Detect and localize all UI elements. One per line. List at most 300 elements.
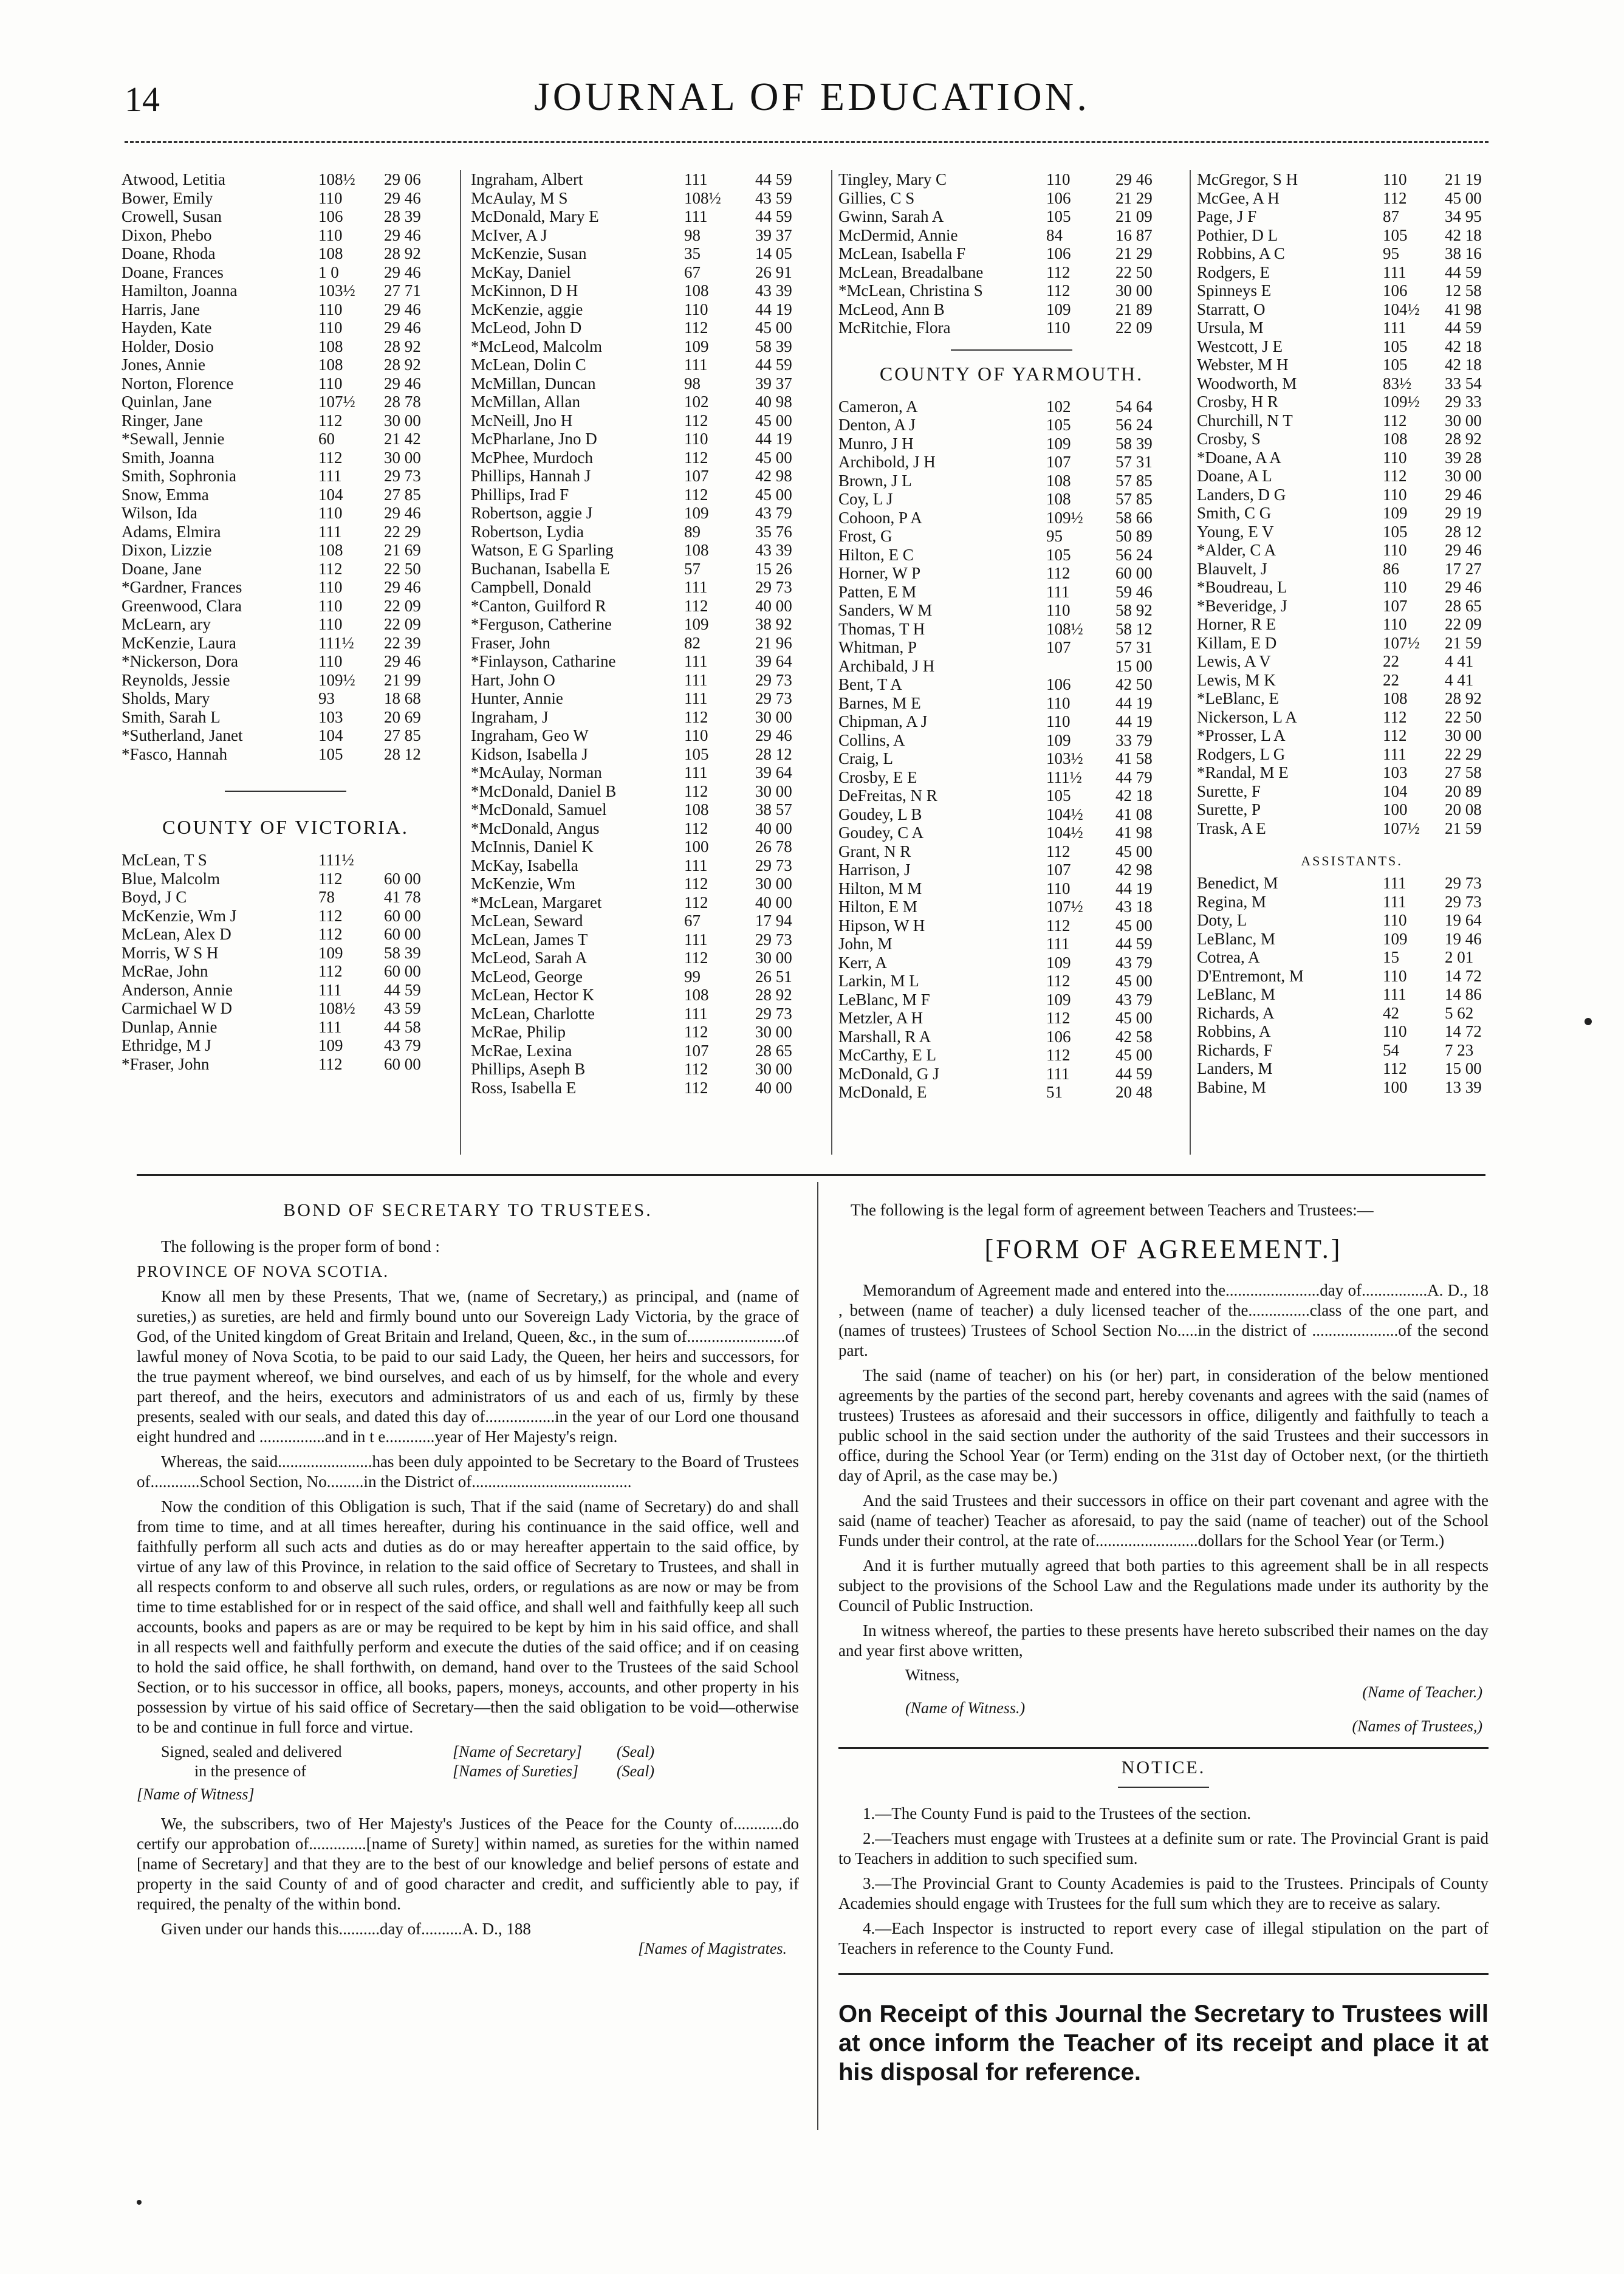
list-item [1197, 985, 1507, 1004]
list-item [838, 416, 1185, 435]
amount: 34 95 [1445, 207, 1482, 225]
days-taught: 105 [1046, 545, 1071, 564]
amount: 39 28 [1445, 448, 1482, 467]
list-item [838, 786, 1185, 805]
bond-paragraph: Know all men by these Presents, That we, (name of Secretary,) as principal, and (name of sureties,) as sureties, are held and firmly bound unto our Sovereign Lady Victoria, by the grace of God, of the United kingdom of Great Britain and Ireland, Queen, &c., in the sum of........................of lawful money of Nova Scotia, to be paid to our said Lady, the Queen, her heirs and successors, for the true payment whereof, we bind ourselves, and each of us by himself, for the whole and every part thereof, and the heirs, executors and administrators of us and each of us, firmly by these presents, sealed with our seals, and dated this day of.................in the year of our Lord one thousand eight hundred and ................and in t e............year of Her Majesty's reign. [137, 1287, 799, 1446]
days-taught: 111 [684, 763, 708, 781]
list-item [1197, 689, 1507, 708]
list-item [471, 523, 826, 541]
list-item [122, 745, 450, 764]
list-item [471, 318, 826, 337]
teacher-name: Smith, Sarah L [122, 707, 221, 726]
list-item [838, 546, 1185, 565]
list-item [122, 652, 450, 671]
assistants-heading: ASSISTANTS. [1301, 853, 1403, 868]
column-1 [122, 170, 450, 1149]
days-taught: 42 [1383, 1003, 1399, 1022]
teacher-name: Phillips, Aseph B [471, 1060, 586, 1078]
amount: 44 59 [755, 207, 792, 225]
margin-mark [137, 2200, 142, 2205]
list-item [122, 263, 450, 282]
list-item [122, 1036, 450, 1055]
amount: 20 69 [384, 707, 421, 726]
amount: 28 92 [755, 986, 792, 1004]
days-taught: 108 [318, 337, 343, 356]
days-taught: 105 [1383, 356, 1408, 374]
days-taught: 112 [684, 448, 708, 467]
days-taught: 67 [684, 263, 701, 281]
list-item [122, 300, 450, 319]
days-taught: 108 [684, 541, 709, 559]
teacher-name: Trask, A E [1197, 819, 1266, 837]
teacher-name: Bent, T A [838, 675, 902, 693]
days-taught: 112 [1383, 411, 1407, 430]
days-taught: 112 [318, 411, 343, 430]
list-item [471, 1023, 826, 1042]
days-taught: 107½ [1383, 819, 1420, 837]
days-taught: 111½ [318, 633, 354, 652]
days-taught: 84 [1046, 225, 1063, 244]
teacher-name: Hilton, E C [838, 545, 914, 564]
teacher-name: McKenzie, Wm J [122, 906, 237, 925]
amount: 57 85 [1115, 490, 1153, 508]
province-heading: PROVINCE OF NOVA SCOTIA. [137, 1262, 389, 1280]
days-taught: 109 [1046, 990, 1071, 1009]
signature-block [137, 1742, 799, 1808]
list-item [838, 226, 1185, 245]
list-item [838, 397, 1185, 416]
teacher-name: Metzler, A H [838, 1009, 923, 1027]
amount: 29 73 [755, 689, 792, 707]
days-taught: 104½ [1383, 300, 1420, 318]
days-taught: 110 [1383, 170, 1407, 188]
amount: 45 00 [755, 448, 792, 467]
amount: 57 31 [1115, 453, 1153, 471]
list-item [122, 597, 450, 616]
amount: 29 46 [1115, 170, 1153, 188]
days-taught: 105 [318, 744, 343, 763]
days-taught: 110 [684, 430, 708, 448]
list-item [122, 467, 450, 486]
teacher-name: Wilson, Ida [122, 504, 197, 522]
list-item [122, 944, 450, 963]
teacher-name: *Nickerson, Dora [122, 652, 238, 670]
teacher-name: Doane, Rhoda [122, 244, 216, 263]
column-2 [471, 170, 826, 1149]
column-3 [838, 170, 1185, 1149]
list-item [1197, 1059, 1507, 1078]
list-item [122, 907, 450, 926]
teacher-name: *McDonald, Samuel [471, 800, 607, 819]
amount: 15 00 [1115, 656, 1153, 675]
teacher-name: Harrison, J [838, 860, 911, 879]
list-item [122, 244, 450, 263]
list-item [122, 578, 450, 597]
days-taught: 104 [1383, 781, 1408, 800]
teacher-name: McRae, John [122, 962, 208, 980]
list-item [122, 411, 450, 430]
amount: 21 19 [1445, 170, 1482, 188]
days-taught: 103½ [318, 281, 355, 300]
days-taught: 109 [1383, 504, 1408, 522]
amount: 7 23 [1445, 1040, 1474, 1059]
amount: 41 08 [1115, 805, 1153, 823]
list-item [122, 708, 450, 727]
teacher-name: Robbins, A C [1197, 244, 1285, 263]
divider [225, 791, 346, 792]
teacher-name: Robertson, Lydia [471, 522, 584, 541]
list-item [1197, 263, 1507, 282]
days-taught: 109 [684, 337, 709, 356]
amount: 30 00 [755, 1023, 792, 1041]
list-item [122, 671, 450, 690]
list-item [838, 1065, 1185, 1084]
names-sureties: [Names of Sureties] [453, 1762, 579, 1780]
days-taught: 111 [1383, 263, 1406, 281]
list-item [122, 1055, 450, 1074]
days-taught: 110 [1046, 318, 1071, 337]
teacher-name: Doane, Frances [122, 263, 224, 281]
days-taught: 112 [318, 925, 343, 943]
days-taught: 86 [1383, 559, 1399, 578]
notice-item: 2.—Teachers must engage with Trustees at a definite sum or rate. The Provincial Grant is paid to Teachers in addition to such specified sum. [838, 1829, 1489, 1867]
teacher-name: *Boudreau, L [1197, 578, 1287, 596]
teacher-name: Smith, Sophronia [122, 467, 237, 485]
days-taught: 110 [318, 652, 343, 670]
list-item [471, 356, 826, 374]
list-item [1197, 671, 1507, 690]
list-item [1197, 430, 1507, 448]
teacher-name: Archibold, J H [838, 453, 936, 471]
teacher-name: Woodworth, M [1197, 374, 1297, 393]
days-taught: 22 [1383, 652, 1399, 670]
agreement-section [838, 1200, 1489, 2087]
list-item [471, 1042, 826, 1060]
list-item [471, 912, 826, 930]
list-item [471, 800, 826, 819]
list-item [471, 486, 826, 504]
list-item [838, 207, 1185, 226]
amount: 29 46 [755, 726, 792, 744]
list-item [1197, 893, 1507, 912]
amount: 44 59 [1445, 263, 1482, 281]
amount: 40 00 [755, 819, 792, 837]
list-item [122, 615, 450, 634]
teacher-name: Watson, E G Sparling [471, 541, 614, 559]
amount: 44 19 [1115, 879, 1153, 898]
amount: 58 66 [1115, 508, 1153, 527]
teacher-name: Frost, G [838, 527, 893, 545]
days-taught: 111 [684, 670, 708, 689]
amount: 42 18 [1115, 786, 1153, 805]
days-taught: 108½ [1046, 619, 1083, 638]
notice-item: 4.—Each Inspector is instructed to report every case of illegal stipulation on the part of Teachers in reference to the County Fund. [838, 1919, 1489, 1957]
teacher-name: Coy, L J [838, 490, 893, 508]
list-item [1197, 874, 1507, 893]
days-taught: 105 [684, 744, 709, 763]
teacher-name: McLeod, Ann B [838, 300, 945, 318]
bond-paragraph: Now the condition of this Obligation is such, That if the said (name of Secretary) do and shall from time to time, and at all times hereafter, during his continuance in the said office, well and faithfully perform all such acts and duties as do or may hereafter appertain to the said office, by virtue of any law of this Province, in relation to the said office of Secretary to Trustees, and shall in all respects conform to and observe all such rules, orders, or regulations as are now or may be from time to time established for or in respect of the said office, and shall well and faithfully keep all such accounts, books and papers as are or may be required to be kept by him in his said office, and shall in all respects well and faithfully perform and execute the duties of the said office; and if on ceasing to hold the said office, he shall forthwith, on demand, hand over to the Trustees of the said School Section, or to his successor in office, all books, papers, moneys, accounts, and other property in his possession by virtue of his said office of Secretary—then the said obligation to be void—otherwise to be and continue in full force and virtue. [137, 1497, 799, 1736]
days-taught: 105 [1383, 225, 1408, 244]
teacher-name: McLearn, ary [122, 615, 211, 633]
list-item [838, 823, 1185, 842]
teacher-name: Crosby, H R [1197, 393, 1279, 411]
list-item [1197, 652, 1507, 671]
teacher-name: Richards, F [1197, 1040, 1273, 1059]
teacher-name: Patten, E M [838, 582, 917, 601]
days-taught: 112 [318, 1054, 343, 1073]
teacher-name: Boyd, J C [122, 888, 187, 906]
amount: 57 31 [1115, 638, 1153, 656]
days-taught: 112 [318, 869, 343, 888]
bottom-column-divider [817, 1182, 818, 2130]
amount: 22 09 [384, 596, 421, 615]
days-taught: 67 [684, 912, 701, 930]
amount: 43 39 [755, 281, 792, 300]
amount: 21 69 [384, 541, 421, 559]
list-item [122, 393, 450, 411]
amount: 58 92 [1115, 601, 1153, 619]
list-item [471, 874, 826, 893]
list-item [838, 244, 1185, 263]
teacher-name: Rodgers, L G [1197, 744, 1286, 763]
list-item [1197, 708, 1507, 727]
list-item [838, 263, 1185, 282]
amount: 38 16 [1445, 244, 1482, 263]
teacher-name: Ingraham, J [471, 707, 549, 726]
amount: 58 39 [1115, 434, 1153, 453]
amount: 27 85 [384, 726, 421, 744]
amount: 38 57 [755, 800, 792, 819]
days-taught: 110 [318, 300, 343, 318]
teacher-name: *Doane, A A [1197, 448, 1281, 467]
teacher-name: McLean, Breadalbane [838, 263, 984, 281]
days-taught: 54 [1383, 1040, 1399, 1059]
days-taught: 98 [684, 225, 701, 244]
list-item [122, 523, 450, 541]
teacher-name: Harris, Jane [122, 300, 200, 318]
amount: 29 46 [384, 263, 421, 281]
amount: 40 98 [755, 393, 792, 411]
amount: 45 00 [1115, 842, 1153, 860]
teacher-name: Whitman, P [838, 638, 917, 656]
teacher-name: Landers, D G [1197, 485, 1286, 504]
amount: 29 73 [384, 467, 421, 485]
amount [384, 851, 450, 870]
teacher-name: Page, J F [1197, 207, 1257, 225]
teacher-name: McLeod, John D [471, 318, 582, 337]
teacher-name: Crowell, Susan [122, 207, 222, 225]
days-taught: 111 [1046, 582, 1070, 601]
days-taught: 109 [318, 1036, 343, 1054]
teacher-name: Cohoon, P A [838, 508, 922, 527]
teacher-name: Reynolds, Jessie [122, 670, 230, 689]
name-witness: (Name of Witness.) [905, 1699, 1026, 1717]
days-taught: 111 [1383, 318, 1406, 337]
list-item [471, 782, 826, 801]
amount: 17 27 [1445, 559, 1482, 578]
days-taught: 83½ [1383, 374, 1412, 393]
amount: 43 79 [755, 504, 792, 522]
amount: 41 58 [1115, 749, 1153, 768]
days-taught: 106 [1046, 1027, 1071, 1046]
column-4 [1197, 170, 1507, 1149]
amount: 13 39 [1445, 1077, 1482, 1096]
amount: 41 98 [1445, 300, 1482, 318]
amount: 45 00 [1445, 188, 1482, 207]
name-secretary: [Name of Secretary] [453, 1743, 582, 1760]
name-teacher: (Name of Teacher.) [1362, 1683, 1482, 1701]
teacher-name: Crosby, S [1197, 430, 1261, 448]
teacher-name: Bower, Emily [122, 188, 213, 207]
list-item [1197, 800, 1507, 819]
teacher-name: Chipman, A J [838, 712, 928, 730]
amount: 29 73 [755, 930, 792, 949]
list-block [471, 170, 826, 1097]
list-item [122, 356, 450, 374]
list-item [838, 749, 1185, 768]
amount: 29 73 [1445, 874, 1482, 892]
amount: 44 19 [1115, 693, 1153, 712]
list-item [471, 300, 826, 319]
days-taught: 112 [684, 1078, 708, 1097]
list-item [122, 870, 450, 888]
agreement-intro: The following is the legal form of agreement between Teachers and Trustees:— [851, 1201, 1374, 1219]
days-taught: 107 [684, 467, 709, 485]
list-item [838, 712, 1185, 731]
list-item [1197, 374, 1507, 393]
days-taught: 106 [1046, 675, 1071, 693]
amount: 30 00 [1445, 411, 1482, 430]
teacher-name: Anderson, Annie [122, 980, 233, 999]
amount: 14 72 [1445, 966, 1482, 985]
amount: 28 92 [1445, 430, 1482, 448]
days-taught: 111 [684, 689, 708, 707]
list-item [122, 999, 450, 1018]
amount: 21 09 [1115, 207, 1153, 225]
list-item [471, 1060, 826, 1079]
amount: 16 87 [1115, 225, 1153, 244]
days-taught: 110 [1383, 485, 1407, 504]
amount: 28 12 [1445, 522, 1482, 541]
list-item [471, 244, 826, 263]
days-taught: 107 [1046, 860, 1071, 879]
amount: 21 59 [1445, 819, 1482, 837]
amount: 29 19 [1445, 504, 1482, 522]
teacher-name: Gwinn, Sarah A [838, 207, 944, 225]
list-item [838, 694, 1185, 713]
list-item [471, 281, 826, 300]
teacher-name: Ursula, M [1197, 318, 1264, 337]
list-item [838, 842, 1185, 861]
amount: 28 92 [384, 356, 421, 374]
list-item [471, 819, 826, 838]
amount: 44 19 [1115, 712, 1153, 730]
amount: 28 92 [384, 337, 421, 356]
amount: 30 00 [1115, 281, 1153, 300]
list-item [471, 578, 826, 597]
days-taught: 110 [1383, 541, 1407, 559]
teacher-name: Blauvelt, J [1197, 559, 1267, 578]
days-taught: 112 [1383, 467, 1407, 485]
amount: 29 46 [384, 652, 421, 670]
list-item [1197, 281, 1507, 300]
days-taught: 110 [684, 726, 708, 744]
list-item [122, 374, 450, 393]
amount: 5 62 [1445, 1003, 1474, 1022]
teacher-name: McNeill, Jno H [471, 411, 573, 430]
days-taught: 100 [1383, 1077, 1408, 1096]
list-item [1197, 504, 1507, 523]
seal: (Seal) [617, 1743, 655, 1760]
amount: 41 78 [384, 888, 421, 906]
column-divider [460, 170, 461, 1155]
margin-mark [1585, 1018, 1592, 1025]
teacher-name: McRae, Lexina [471, 1041, 572, 1060]
teacher-name: Young, E V [1197, 522, 1274, 541]
days-taught: 112 [318, 962, 343, 980]
amount: 45 00 [1115, 1046, 1153, 1064]
teacher-name: Blue, Malcolm [122, 869, 220, 888]
days-taught: 111 [1383, 985, 1406, 1003]
days-taught: 105 [1046, 416, 1071, 434]
amount: 39 37 [755, 225, 792, 244]
amount: 44 59 [755, 356, 792, 374]
amount: 27 85 [384, 485, 421, 504]
amount: 28 65 [755, 1041, 792, 1060]
list-item [1197, 726, 1507, 745]
days-taught: 110 [1046, 712, 1071, 730]
amount: 58 12 [1115, 619, 1153, 638]
list-item [122, 189, 450, 208]
days-taught: 111 [684, 652, 708, 670]
teacher-name: Horner, W P [838, 564, 921, 582]
days-taught: 51 [1046, 1083, 1063, 1101]
list-item [1197, 244, 1507, 263]
amount: 60 00 [384, 1054, 421, 1073]
teacher-name: *McAulay, Norman [471, 763, 602, 781]
days-taught: 110 [1046, 879, 1071, 898]
amount: 15 26 [755, 559, 792, 578]
amount: 44 79 [1115, 768, 1153, 786]
list-item [1197, 930, 1507, 949]
amount: 28 12 [384, 744, 421, 763]
teacher-lists [122, 170, 1507, 1149]
amount: 21 99 [384, 670, 421, 689]
list-item [122, 281, 450, 300]
days-taught: 110 [1383, 1022, 1407, 1040]
list-item [122, 925, 450, 944]
teacher-name: Phillips, Hannah J [471, 467, 591, 485]
teacher-name: Morris, W S H [122, 943, 219, 962]
list-item [471, 893, 826, 912]
days-taught: 103 [1383, 763, 1408, 781]
amount: 26 91 [755, 263, 792, 281]
days-taught: 107½ [318, 393, 355, 411]
teacher-name: *Sewall, Jennie [122, 430, 225, 448]
amount: 20 89 [1445, 781, 1482, 800]
amount: 33 54 [1445, 374, 1482, 393]
teacher-name: *Sutherland, Janet [122, 726, 243, 744]
bond-title: BOND OF SECRETARY TO TRUSTEES. [283, 1200, 653, 1220]
teacher-name: Lewis, M K [1197, 670, 1276, 689]
amount: 40 00 [755, 893, 792, 912]
days-taught: 15 [1383, 948, 1399, 966]
divider [951, 349, 1072, 351]
bond-paragraph: Whereas, the said.......................has been duly appointed to be Secretary to the Board of Trustees of............School Section, No.........in the District of....................................... [137, 1452, 799, 1491]
teacher-name: Sholds, Mary [122, 689, 210, 707]
teacher-name: John, M [838, 935, 893, 953]
